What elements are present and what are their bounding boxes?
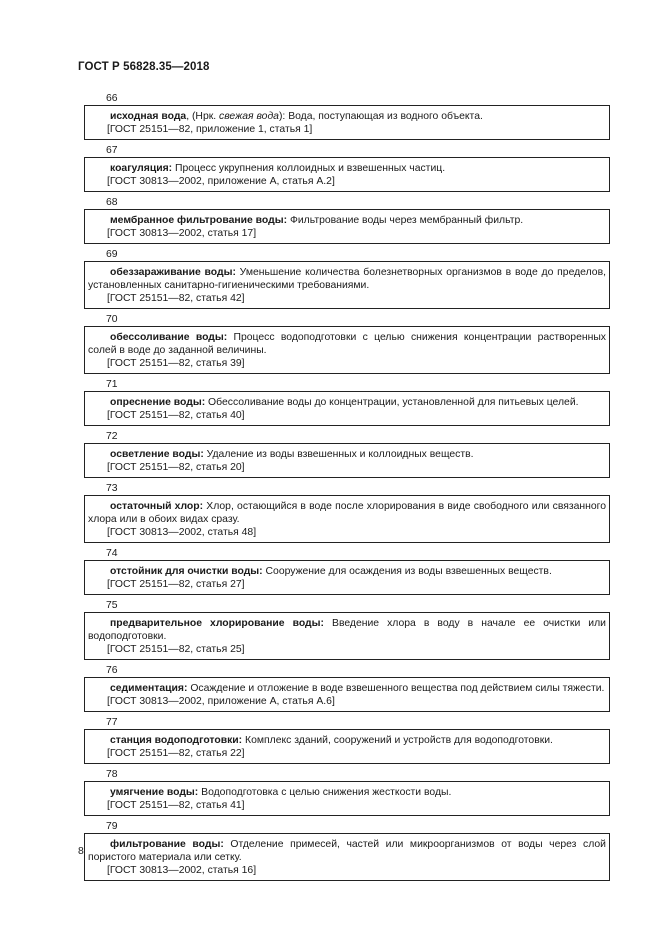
definition-body: Уменьшение количества болезнетворных организмов в воде до пределов, установленных санитарно-гигиеническими требованиями.: [88, 267, 606, 291]
definition-box: [84, 444, 610, 478]
source-reference: [ГОСТ 30813—2002, статья 17]: [107, 228, 257, 239]
definition-text: [88, 448, 606, 461]
definition-box: [84, 730, 610, 764]
term-name: обеззараживание воды:: [110, 267, 236, 278]
definition-body: Хлор, остающийся в воде после хлорирования в виде свободного или связанного хлора или в обоих видах сразу.: [88, 501, 607, 525]
term-entry: [84, 196, 610, 248]
term-name: станция водоподготовки:: [110, 735, 243, 746]
term-name: фильтрование воды:: [110, 839, 224, 850]
page-number: 8: [78, 846, 84, 857]
definition-text: [88, 786, 606, 799]
term-entry: [84, 248, 610, 313]
entry-number: 70: [84, 313, 610, 327]
definition-box: [84, 613, 610, 660]
definition-box: [84, 834, 610, 881]
source-reference: [ГОСТ 25151—82, статья 25]: [107, 644, 245, 655]
term-name: остаточный хлор:: [110, 501, 204, 512]
entry-number: 67: [84, 144, 610, 158]
source-reference: [ГОСТ 30813—2002, статья 16]: [107, 865, 257, 876]
definition-text: [88, 396, 606, 409]
source-reference: [ГОСТ 25151—82, статья 39]: [107, 358, 245, 369]
entry-number: 75: [84, 599, 610, 613]
entry-number: 78: [84, 768, 610, 782]
term-entry: [84, 716, 610, 768]
term-name: обессоливание воды:: [110, 332, 228, 343]
source-reference: [ГОСТ 30813—2002, статья 48]: [107, 527, 257, 538]
entry-number: 72: [84, 430, 610, 444]
term-entry: [84, 664, 610, 716]
term-name: умягчение воды:: [110, 787, 199, 798]
definition-box: [84, 496, 610, 543]
definition-box: [84, 561, 610, 595]
source-reference: [ГОСТ 25151—82, статья 41]: [107, 800, 245, 811]
term-name: исходная вода: [110, 111, 187, 122]
entry-number: 73: [84, 482, 610, 496]
entry-number: 69: [84, 248, 610, 262]
term-entry: [84, 482, 610, 547]
term-separator: , (Нрк.: [186, 111, 220, 122]
term-name: осветление воды:: [110, 449, 204, 460]
term-entry: [84, 144, 610, 196]
term-name: седиментация:: [110, 683, 188, 694]
term-entry: [84, 820, 610, 885]
term-name: коагуляция:: [110, 163, 173, 174]
term-entry: [84, 547, 610, 599]
definition-body: Фильтрование воды через мембранный фильтр.: [287, 215, 524, 226]
definition-text: [88, 266, 606, 292]
definition-text: [88, 565, 606, 578]
term-name: предварительное хлорирование воды:: [110, 618, 324, 629]
definition-text: [88, 617, 606, 643]
term-entry: [84, 92, 610, 144]
terms-list: [84, 92, 610, 885]
definition-body: Процесс водоподготовки с целью снижения концентрации растворенных солей в воде до заданной величины.: [88, 332, 607, 356]
definition-body: ): Вода, поступающая из водного объекта.: [278, 111, 483, 122]
source-reference: [ГОСТ 25151—82, статья 27]: [107, 579, 245, 590]
term-entry: [84, 768, 610, 820]
definition-box: [84, 327, 610, 374]
source-reference: [ГОСТ 25151—82, статья 20]: [107, 462, 245, 473]
definition-text: [88, 110, 606, 123]
definition-text: [88, 838, 606, 864]
definition-box: [84, 158, 610, 192]
definition-text: [88, 331, 606, 357]
source-reference: [ГОСТ 30813—2002, приложение А, статья А.2]: [107, 176, 335, 187]
definition-body: Комплекс зданий, сооружений и устройств для водоподготовки.: [242, 735, 553, 746]
definition-box: [84, 262, 610, 309]
source-reference: [ГОСТ 25151—82, приложение 1, статья 1]: [107, 124, 313, 135]
definition-body: Введение хлора в воду в начале ее очистки или водоподготовки.: [88, 618, 606, 642]
definition-text: [88, 162, 606, 175]
definition-body: Сооружение для осаждения из воды взвешенных веществ.: [262, 566, 552, 577]
entry-number: 79: [84, 820, 610, 834]
definition-body: Обессоливание воды до концентрации, установленной для питьевых целей.: [205, 397, 579, 408]
definition-box: [84, 106, 610, 140]
definition-box: [84, 210, 610, 244]
definition-text: [88, 500, 606, 526]
definition-text: [88, 682, 606, 695]
definition-body: Процесс укрупнения коллоидных и взвешенных частиц.: [172, 163, 446, 174]
definition-body: Удаление из воды взвешенных и коллоидных веществ.: [203, 449, 474, 460]
term-name: мембранное фильтрование воды:: [110, 215, 288, 226]
definition-box: [84, 392, 610, 426]
definition-text: [88, 734, 606, 747]
term-entry: [84, 430, 610, 482]
entry-number: 71: [84, 378, 610, 392]
term-entry: [84, 599, 610, 664]
definition-body: Отделение примесей, частей или микроорганизмов от воды через слой пористого материала или сетку.: [88, 839, 606, 863]
document-header: ГОСТ Р 56828.35—2018: [78, 61, 210, 73]
entry-number: 66: [84, 92, 610, 106]
entry-number: 68: [84, 196, 610, 210]
term-name: опреснение воды:: [110, 397, 206, 408]
source-reference: [ГОСТ 30813—2002, приложение А, статья А.6]: [107, 696, 335, 707]
non-recommended-synonym: свежая вода: [219, 111, 279, 122]
source-reference: [ГОСТ 25151—82, статья 22]: [107, 748, 245, 759]
definition-body: Осаждение и отложение в воде взвешенного вещества под действием силы тяжести.: [187, 683, 605, 694]
entry-number: 74: [84, 547, 610, 561]
definition-box: [84, 678, 610, 712]
source-reference: [ГОСТ 25151—82, статья 40]: [107, 410, 245, 421]
term-entry: [84, 313, 610, 378]
term-entry: [84, 378, 610, 430]
source-reference: [ГОСТ 25151—82, статья 42]: [107, 293, 245, 304]
definition-box: [84, 782, 610, 816]
entry-number: 76: [84, 664, 610, 678]
definition-body: Водоподготовка с целью снижения жесткости воды.: [198, 787, 452, 798]
entry-number: 77: [84, 716, 610, 730]
term-name: отстойник для очистки воды:: [110, 566, 263, 577]
definition-text: [88, 214, 606, 227]
